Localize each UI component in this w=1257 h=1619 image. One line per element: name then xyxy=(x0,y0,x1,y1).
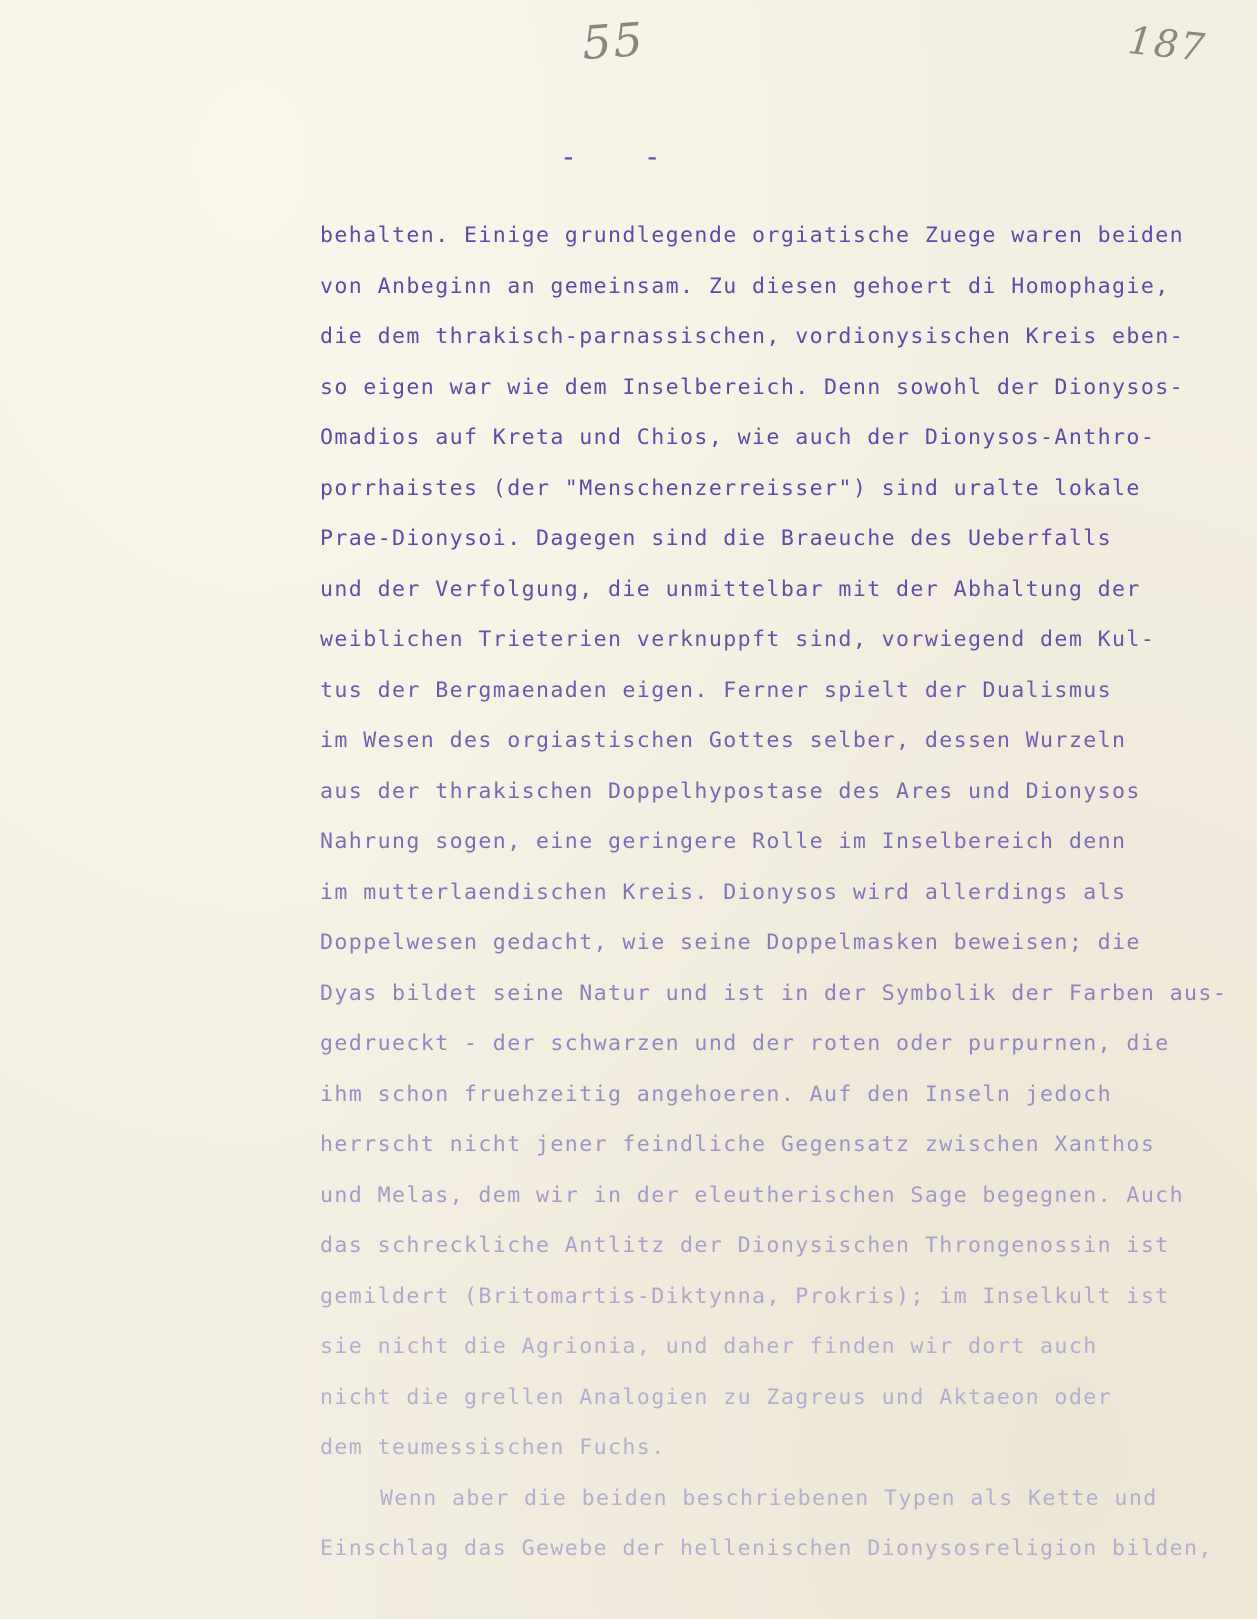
text-line: von Anbeginn an gemeinsam. Zu diesen gehoert di Homophagie, xyxy=(320,273,1170,299)
text-line: gemildert (Britomartis-Diktynna, Prokris); im Inselkult ist xyxy=(320,1283,1170,1309)
text-line: gedrueckt - der schwarzen und der roten oder purpurnen, die xyxy=(320,1031,1170,1056)
pencil-folio-left: 55 xyxy=(580,11,647,71)
text-line: Omadios auf Kreta und Chios, wie auch der Dionysos-Anthro- xyxy=(320,425,1156,450)
text-line: und Melas, dem wir in der eleutherischen Sage begegnen. Auch xyxy=(320,1182,1185,1208)
pencil-folio-right: 187 xyxy=(1125,18,1209,70)
text-line: aus der thrakischen Doppelhypostase des Ares und Dionysos xyxy=(320,778,1141,804)
text-line: behalten. Einige grundlegende orgiatische Zuege waren beiden xyxy=(320,223,1185,248)
text-line: herrscht nicht jener feindliche Gegensatz zwischen Xanthos xyxy=(320,1132,1156,1157)
page-header-dashes: - - xyxy=(560,140,661,173)
text-line: Doppelwesen gedacht, wie seine Doppelmasken beweisen; die xyxy=(320,930,1141,955)
text-line: porrhaistes (der "Menschenzerreisser") sind uralte lokale xyxy=(320,475,1141,501)
typescript-body xyxy=(320,211,1228,1575)
text-line: weiblichen Trieterien verknuppft sind, vorwiegend dem Kul- xyxy=(320,627,1156,652)
text-line: und der Verfolgung, die unmittelbar mit der Abhaltung der xyxy=(320,576,1141,602)
text-line: sie nicht die Agrionia, und daher finden wir dort auch xyxy=(320,1334,1098,1359)
text-line: Prae-Dionysoi. Dagegen sind die Braeuche des Ueberfalls xyxy=(320,526,1113,551)
text-line: Wenn aber die beiden beschriebenen Typen als Kette und xyxy=(380,1485,1158,1511)
text-line: im Wesen des orgiastischen Gottes selber, dessen Wurzeln xyxy=(320,728,1127,753)
text-line: nicht die grellen Analogien zu Zagreus und Aktaeon oder xyxy=(320,1384,1113,1410)
text-line: Nahrung sogen, eine geringere Rolle im Inselbereich denn xyxy=(320,829,1127,854)
text-line: im mutterlaendischen Kreis. Dionysos wird allerdings als xyxy=(320,879,1127,905)
text-line: tus der Bergmaenaden eigen. Ferner spielt der Dualismus xyxy=(320,677,1113,703)
text-line: Einschlag das Gewebe der hellenischen Dionysosreligion bilden, xyxy=(320,1536,1213,1561)
text-line: ihm schon fruehzeitig angehoeren. Auf den Inseln jedoch xyxy=(320,1081,1113,1107)
text-line: Dyas bildet seine Natur und ist in der Symbolik der Farben aus- xyxy=(320,980,1228,1006)
text-line: die dem thrakisch-parnassischen, vordionysischen Kreis eben- xyxy=(320,324,1185,349)
text-line: so eigen war wie dem Inselbereich. Denn sowohl der Dionysos- xyxy=(320,374,1185,400)
text-line: das schreckliche Antlitz der Dionysischen Throngenossin ist xyxy=(320,1233,1170,1258)
text-line: dem teumessischen Fuchs. xyxy=(320,1435,666,1460)
